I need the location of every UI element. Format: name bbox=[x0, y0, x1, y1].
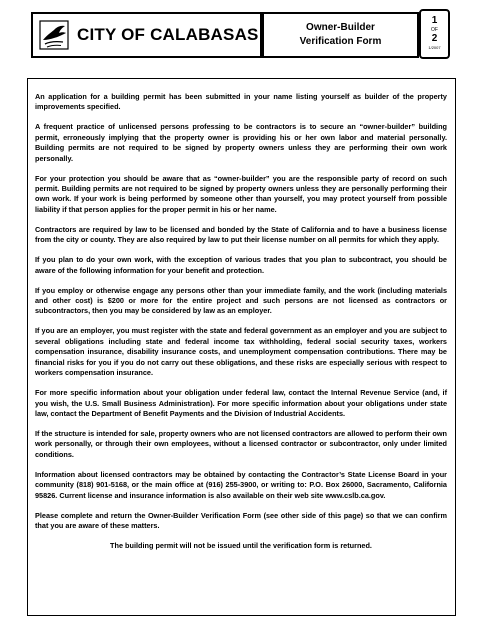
paragraph: Contractors are required by law to be licensed and bonded by the State of California and to have a business license from the city or county. They are also required by law to put their license number on all permits for which they apply. bbox=[35, 224, 447, 245]
paragraph: If you employ or otherwise engage any persons other than your immediate family, and the work (including materials and other cost) is $200 or more for the entire project and such persons are not licensed as contractors or subcontractors, then you may be considered by law as an employer. bbox=[35, 285, 447, 316]
paragraph: If the structure is intended for sale, property owners who are not licensed contractors are allowed to perform their own work personally, or through their own employees, without a licensed contractor or subcontractor, only under limited conditions. bbox=[35, 428, 447, 459]
paragraph: If you plan to do your own work, with the exception of various trades that you plan to subcontract, you should be aware of the following information for your benefit and protection. bbox=[35, 255, 447, 275]
body-content bbox=[35, 92, 447, 561]
paragraph: A frequent practice of unlicensed persons professing to be contractors is to secure an “owner-builder” building permit, erroneously implying that the property owner is providing his or her own labor and material personally. Building permits are not required to be signed by property owners unless they are performing their own work personally. bbox=[35, 122, 447, 163]
paragraph: If you are an employer, you must register with the state and federal government as an employer and you are subject to several obligations including state and federal income tax withholding, federal social security taxes, workers compensation insurance, disability insurance costs, and unemployment compensation contributions. There may be financial risks for you if you do not carry out these obligations, and these risks are especially serious with respect to workers compensation insurance. bbox=[35, 326, 447, 378]
page-total: 2 bbox=[431, 33, 438, 44]
city-name: CITY OF CALABASAS bbox=[77, 25, 259, 44]
form-title-box bbox=[262, 12, 419, 58]
page-number: 1 bbox=[431, 15, 438, 26]
paragraph: Information about licensed contractors may be obtained by contacting the Contractor’s State License Board in your community (818) 901-5168, or the main office at (916) 255-3900, or writing to: P.O. Box 26000, Sacramento, California 95826. Current license and insurance information is also available on their web site www.cslb.ca.gov. bbox=[35, 469, 447, 500]
city-header-box bbox=[31, 12, 262, 58]
form-title-line1: Owner-Builder bbox=[306, 22, 375, 33]
paragraph: For more specific information about your obligation under federal law, contact the Internal Revenue Service (and, if you wish, the U.S. Small Business Administration). For more specific information about your obligations under state law, contact the Department of Benefit Payments and the Division of Industrial Accidents. bbox=[35, 388, 447, 418]
city-seal-icon bbox=[39, 20, 69, 50]
page-indicator bbox=[419, 9, 450, 59]
page-of-label: OF bbox=[431, 27, 438, 33]
final-notice: The building permit will not be issued until the verification form is returned. bbox=[110, 540, 372, 550]
form-title-line2: Verification Form bbox=[299, 36, 382, 47]
paragraph: For your protection you should be aware that as “owner-builder” you are the responsible party of record on such permit. Building permits are not required to be signed by property owners unless they are personally performing their own work. If your work is being performed by someone other than yourself, you may protect yourself from possible liability if that person applies for the proper permit in his or her name. bbox=[35, 173, 447, 214]
paragraph: An application for a building permit has been submitted in your name listing yourself as builder of the property improvements specified. bbox=[35, 92, 447, 112]
paragraph: Please complete and return the Owner-Builder Verification Form (see other side of this page) so that we can confirm that you are aware of these matters. bbox=[35, 510, 447, 530]
page-date: 1/2007 bbox=[428, 45, 441, 50]
